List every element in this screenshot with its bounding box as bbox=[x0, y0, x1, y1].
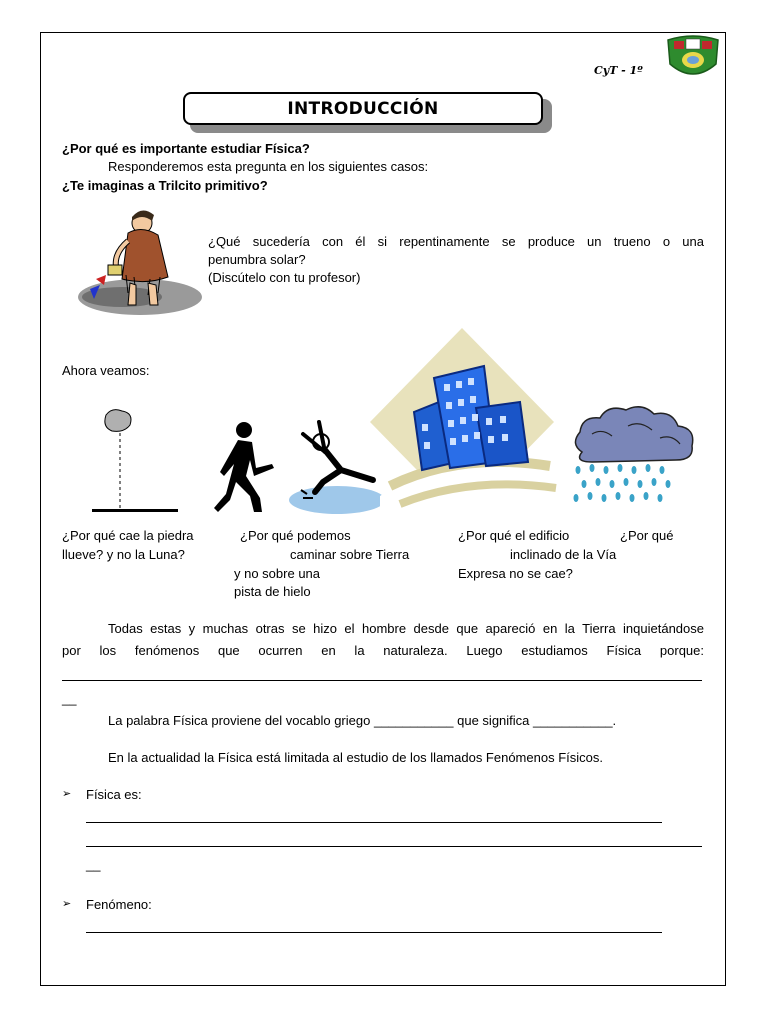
caveman-discuss: (Discútelo con tu profesor) bbox=[208, 270, 361, 285]
falling-stone-illustration bbox=[90, 405, 180, 517]
caption-building-cont2: Expresa no se cae? bbox=[458, 566, 573, 581]
greek-origin-text: La palabra Física proviene del vocablo griego bbox=[108, 713, 371, 728]
greek-origin-sentence bbox=[108, 712, 616, 729]
arrow-bullet-icon: ➢ bbox=[62, 788, 72, 800]
course-code: CyT - 1º bbox=[594, 64, 643, 77]
body-paragraph-3: En la actualidad la Física está limitada al estudio de los llamados Fenómenos Físicos. bbox=[108, 750, 603, 765]
question-why-physics: ¿Por qué es importante estudiar Física? bbox=[62, 141, 310, 156]
meaning-blank[interactable]: ___________. bbox=[533, 713, 617, 728]
caption-building: ¿Por qué el edificio bbox=[458, 528, 570, 543]
question-trilcito: ¿Te imaginas a Trilcito primitivo? bbox=[62, 178, 268, 193]
ahora-veamos: Ahora veamos: bbox=[62, 363, 150, 378]
leaning-building-illustration bbox=[370, 326, 570, 512]
fenomeno-label: Fenómeno: bbox=[86, 897, 152, 912]
greek-word-blank[interactable]: ___________ bbox=[373, 713, 454, 728]
answer-blank-tail: __ bbox=[62, 691, 77, 706]
answer-blank-1[interactable] bbox=[62, 680, 702, 681]
caption-building-cont: inclinado de la Vía bbox=[510, 547, 617, 562]
fisica-es-blank-2[interactable] bbox=[86, 846, 702, 847]
arrow-bullet-icon: ➢ bbox=[62, 898, 72, 910]
body-paragraph-1-cont: por los fenómenos que ocurren en la naturaleza. Luego estudiamos Física porque: bbox=[62, 643, 704, 658]
rain-cloud-illustration bbox=[568, 404, 698, 510]
fisica-es-label: Física es: bbox=[86, 787, 142, 802]
body-paragraph-1: Todas estas y muchas otras se hizo el hombre desde que apareció en la Tierra inquietándose bbox=[108, 621, 704, 636]
caption-stone-cont: llueve? y no la Luna? bbox=[62, 547, 185, 562]
caveman-question-cont: penumbra solar? bbox=[208, 252, 306, 267]
caption-walk: ¿Por qué podemos bbox=[240, 528, 351, 543]
fenomeno-blank[interactable] bbox=[86, 932, 662, 933]
caveman-question: ¿Qué sucedería con él si repentinamente se produce un trueno o una bbox=[208, 234, 704, 249]
meaning-text: que significa bbox=[457, 713, 530, 728]
walking-man-illustration bbox=[210, 420, 282, 516]
page-title: INTRODUCCIÓN bbox=[183, 92, 543, 125]
caption-walk-cont3: pista de hielo bbox=[234, 584, 311, 599]
school-crest-icon bbox=[664, 34, 722, 80]
fisica-es-blank-tail: __ bbox=[86, 857, 101, 872]
caption-walk-cont2: y no sobre una bbox=[234, 566, 321, 581]
caption-walk-cont: caminar sobre Tierra bbox=[290, 547, 410, 562]
answer-line: Responderemos esta pregunta en los siguientes casos: bbox=[108, 159, 429, 174]
caveman-illustration bbox=[70, 205, 206, 320]
caption-stone: ¿Por qué cae la piedra bbox=[62, 528, 194, 543]
fisica-es-blank-1[interactable] bbox=[86, 822, 662, 823]
caption-rain: ¿Por qué bbox=[620, 528, 674, 543]
